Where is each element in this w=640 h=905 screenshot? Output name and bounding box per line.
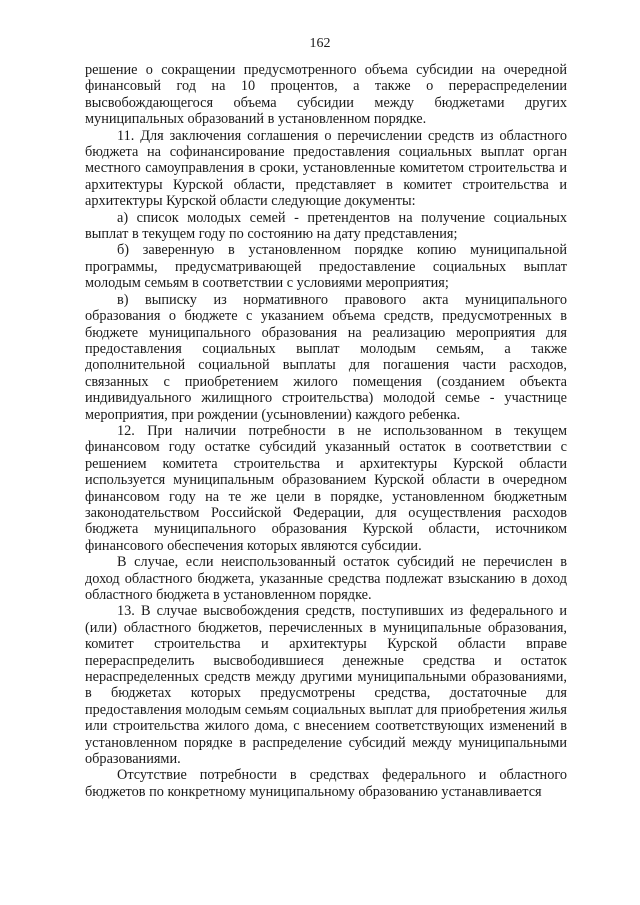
paragraph: 13. В случае высвобождения средств, поступивших из федерального и (или) областного бюджетов, перечисленных в муниципальные образования, комитет строительства и архитектуры Курской области вправе перераспределить высвободившиеся денежные средства и остаток нераспределенных средств между другими муниципальными образованиями, в бюджетах которых предусмотрены средства, достаточные для предоставления молодым семьям социальных выплат для приобретения жилья или строительства жилого дома, с внесением соответствующих изменений в установленном порядке в распределение субсидий между муниципальными образованиями. bbox=[85, 603, 567, 768]
paragraph: решение о сокращении предусмотренного объема субсидии на очередной финансовый год на 10 процентов, а также о перераспределении высвобождающегося объема субсидии между бюджетами других муниципальных образований в установленном порядке. bbox=[85, 62, 567, 128]
paragraph: В случае, если неиспользованный остаток субсидий не перечислен в доход областного бюджета, указанные средства подлежат взысканию в доход областного бюджета в установленном порядке. bbox=[85, 554, 567, 603]
paragraph: а) список молодых семей - претендентов на получение социальных выплат в текущем году по состоянию на дату представления; bbox=[85, 209, 567, 243]
paragraph: 11. Для заключения соглашения о перечислении средств из областного бюджета на софинансирование предоставления социальных выплат орган местного самоуправления в сроки, установленные комитетом строительства и архитектуры Курской области, представляет в комитет строительства и архитектуры Курской области следующие документы: bbox=[85, 127, 567, 210]
paragraph: Отсутствие потребности в средствах федерального и областного бюджетов по конкретному муниципальному образованию устанавливается bbox=[85, 767, 567, 800]
paragraph: б) заверенную в установленном порядке копию муниципальной программы, предусматривающей предоставление социальных выплат молодым семьям в соответствии с условиями мероприятия; bbox=[85, 242, 567, 292]
page-number: 162 bbox=[309, 36, 331, 51]
paragraph: в) выписку из нормативного правового акта муниципального образования о бюджете с указанием объема средств, предусмотренных в бюджете муниципального образования на реализацию мероприятия для предоставления социальных выплат молодым семьям, а также дополнительной социальной выплаты для погашения части расходов, связанных с приобретением жилого помещения (созданием объекта индивидуального жилищного строительства) молодой семье - участнице мероприятия, при рождении (усыновлении) каждого ребенка. bbox=[85, 291, 567, 423]
document-body bbox=[85, 62, 567, 800]
paragraph: 12. При наличии потребности в не использованном в текущем финансовом году остатке субсидий указанный остаток в соответствии с решением комитета строительства и архитектуры Курской области используется муниципальным образованием Курской области в очередном финансовом году на те же цели в порядке, установленном бюджетным законодательством Российской Федерации, для осуществления расходов бюджета муниципального образования Курской области, источником финансового обеспечения которых являются субсидии. bbox=[85, 422, 567, 554]
